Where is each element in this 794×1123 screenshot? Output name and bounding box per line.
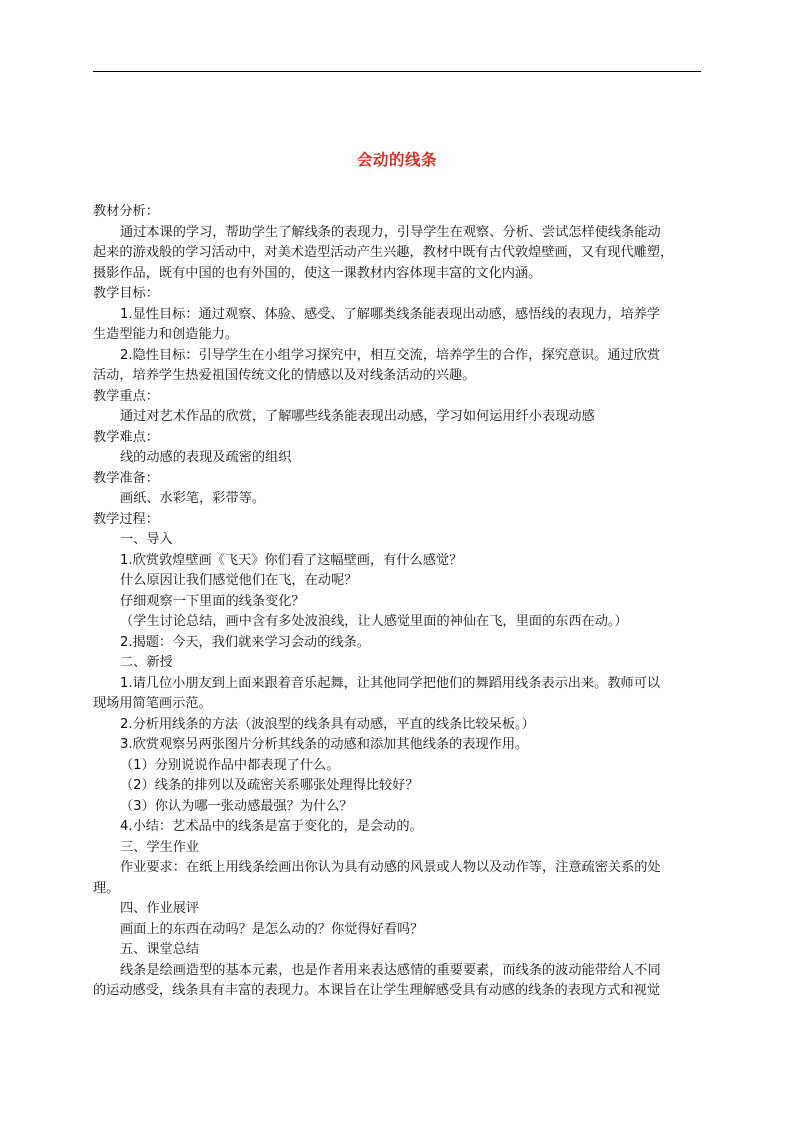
text-line: 2.隐性目标：引导学生在小组学习探究中，相互交流，培养学生的合作，探究意识。通过欣赏 bbox=[120, 347, 661, 363]
text-line: 四、作业展评 bbox=[120, 901, 200, 916]
text-line: 教学过程： bbox=[93, 511, 159, 527]
text-line: 五、课堂总结 bbox=[120, 942, 200, 957]
text-line: 教学准备： bbox=[93, 470, 159, 486]
text-line: （1）分别说说作品中都表现了什么。 bbox=[120, 757, 340, 773]
text-line: 起来的游戏般的学习活动中，对美术造型活动产生兴趣，教材中既有古代敦煌壁画，又有现代雕塑， bbox=[93, 245, 674, 260]
text-line: 的运动感受，线条具有丰富的表现力。本课旨在让学生理解感受具有动感的线条的表现方式和视觉 bbox=[93, 983, 661, 998]
text-line: （学生讨论总结，画中含有多处波浪线，让人感觉里面的神仙在飞，里面的东西在动。） bbox=[120, 614, 628, 629]
text-line: 一、导入 bbox=[120, 532, 173, 547]
text-line: 线的动感的表现及疏密的组织 bbox=[120, 450, 292, 465]
text-line: 教材分析： bbox=[93, 204, 159, 219]
document-title: 会动的线条 bbox=[356, 151, 437, 169]
text-line: 教学难点： bbox=[93, 429, 159, 445]
text-line: 4.小结：艺术品中的线条是富于变化的，是会动的。 bbox=[120, 819, 423, 834]
text-line: 摄影作品，既有中国的也有外国的，使这一课教材内容体现丰富的文化内涵。 bbox=[93, 265, 542, 281]
text-line: 三、学生作业 bbox=[120, 839, 200, 855]
text-line: 活动，培养学生热爱祖国传统文化的情感以及对线条活动的兴趣。 bbox=[93, 368, 476, 383]
document-body bbox=[93, 202, 711, 1002]
text-line: 线条是绘画造型的基本元素，也是作者用来表达感情的重要要素，而线条的波动能带给人不同 bbox=[120, 962, 661, 978]
text-line: 什么原因让我们感觉他们在飞，在动呢？ bbox=[120, 573, 358, 588]
header-rule bbox=[93, 71, 701, 72]
text-line: 2.分析用线条的方法（波浪型的线条具有动感，平直的线条比较呆板。） bbox=[120, 716, 535, 732]
text-line: 作业要求：在纸上用线条绘画出你认为具有动感的风景或人物以及动作等，注意疏密关系的处 bbox=[120, 860, 661, 875]
text-line: 教学重点： bbox=[93, 388, 159, 404]
text-line: 二、新授 bbox=[120, 655, 173, 670]
text-line: 生造型能力和创造能力。 bbox=[93, 327, 239, 342]
text-line: 仔细观察一下里面的线条变化？ bbox=[120, 593, 305, 609]
text-line: 2.揭题：今天，我们就来学习会动的线条。 bbox=[120, 634, 370, 650]
text-line: 1.欣赏敦煌壁画《飞天》你们看了这幅壁画，有什么感觉？ bbox=[120, 552, 463, 568]
text-line: 理。 bbox=[93, 880, 120, 896]
text-line: 通过本课的学习，帮助学生了解线条的表现力，引导学生在观察、分析、尝试怎样使线条能动 bbox=[120, 224, 661, 240]
text-line: 教学目标： bbox=[93, 286, 159, 301]
text-line: 画纸、水彩笔，彩带等。 bbox=[120, 491, 266, 506]
text-line: 现场用简笔画示范。 bbox=[93, 696, 212, 711]
text-line: 1.显性目标：通过观察、体验、感受、了解哪类线条能表现出动感，感悟线的表现力，培养学 bbox=[120, 306, 661, 322]
text-line: 1.请几位小朋友到上面来跟着音乐起舞，让其他同学把他们的舞蹈用线条表示出来。教师可以 bbox=[120, 675, 661, 691]
text-line: 画面上的东西在动吗？是怎么动的？你觉得好看吗？ bbox=[120, 921, 424, 937]
text-line: （2）线条的排列以及疏密关系哪张处理得比较好？ bbox=[120, 778, 419, 793]
text-line: 通过对艺术作品的欣赏，了解哪些线条能表现出动感，学习如何运用纤小表现动感 bbox=[120, 409, 595, 424]
text-line: 3.欣赏观察另两张图片分析其线条的动感和添加其他线条的表现作用。 bbox=[120, 737, 529, 752]
text-line: （3）你认为哪一张动感最强？为什么？ bbox=[120, 798, 353, 814]
